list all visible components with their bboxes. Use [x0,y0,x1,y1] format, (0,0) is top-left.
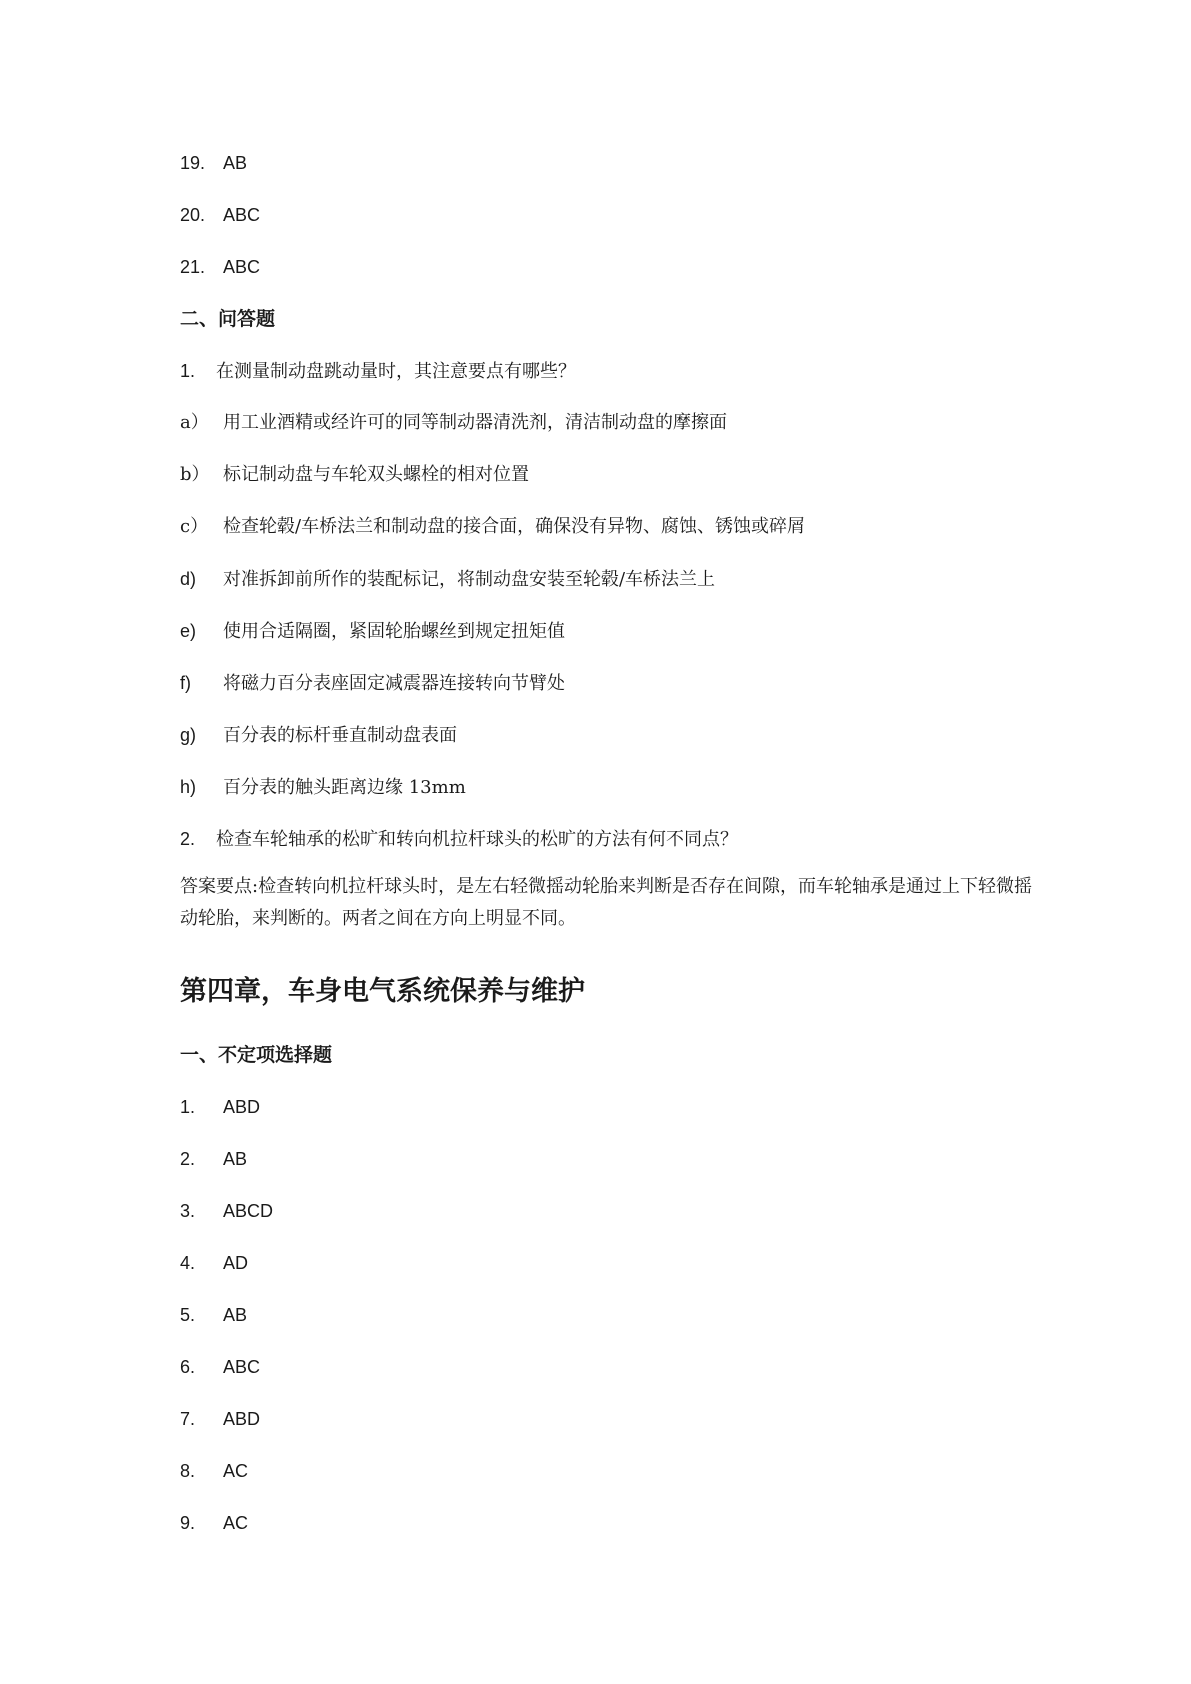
question-number: 1. [180,361,196,381]
item-answer: AB [223,153,248,173]
item-number: 7. [180,1409,196,1429]
item-number: 8. [180,1461,196,1481]
item-answer: AC [223,1513,249,1533]
item-answer: ABD [223,1409,261,1429]
list-item [180,1252,248,1275]
item-number: 2. [180,1149,196,1169]
point-label: b） [180,464,210,485]
answer-point [180,464,529,486]
point-text: 对准拆卸前所作的装配标记，将制动盘安装至轮毂/车桥法兰上 [223,569,716,590]
answer-point [180,412,727,434]
list-item [180,1148,247,1171]
answer-point [180,724,457,747]
item-answer: AB [223,1305,248,1325]
point-label: d) [180,569,197,589]
item-answer: AD [223,1253,249,1273]
point-text: 使用合适隔圈，紧固轮胎螺丝到规定扭矩值 [223,621,565,642]
item-answer: ABD [223,1097,261,1117]
list-item [180,1304,247,1327]
answer-point [180,620,565,643]
point-text: 百分表的触头距离边缘 13mm [223,777,466,798]
point-label: e) [180,621,197,641]
item-answer: AB [223,1149,248,1169]
point-text: 标记制动盘与车轮双头螺栓的相对位置 [223,464,529,485]
section-heading: 一、不定项选择题 [180,1044,333,1066]
point-label: g) [180,725,197,745]
list-item [180,1408,260,1431]
item-number: 6. [180,1357,196,1377]
list-item [180,256,260,279]
item-answer: AC [223,1461,249,1481]
list-item [180,1460,248,1483]
item-number: 21. [180,257,206,277]
item-number: 19. [180,153,206,173]
list-item [180,1096,260,1119]
item-number: 4. [180,1253,196,1273]
question [180,360,576,383]
point-text: 用工业酒精或经许可的同等制动器清洗剂，清洁制动盘的摩擦面 [223,412,727,433]
list-item [180,152,247,175]
point-text: 检查轮毂/车桥法兰和制动盘的接合面，确保没有异物、腐蚀、锈蚀或碎屑 [223,516,806,537]
answer-point [180,672,565,695]
question-text: 在测量制动盘跳动量时，其注意要点有哪些？ [216,361,576,382]
list-item [180,1356,260,1379]
item-number: 20. [180,205,206,225]
chapter-title: 第四章，车身电气系统保养与维护 [180,976,585,1007]
item-answer: ABC [223,1357,261,1377]
question [180,828,738,851]
item-number: 5. [180,1305,196,1325]
item-number: 3. [180,1201,196,1221]
item-answer: ABCD [223,1201,274,1221]
section-heading: 二、问答题 [180,308,276,330]
point-label: f) [180,673,191,693]
item-number: 9. [180,1513,196,1533]
answer-paragraph: 答案要点:检查转向机拉杆球头时，是左右轻微摇动轮胎来判断是否存在间隙，而车轮轴承是通过上下轻微摇动轮胎，来判断的。两者之间在方向上明显不同。 [180,876,1033,929]
question-number: 2. [180,829,196,849]
point-label: a） [180,412,209,433]
answer-point [180,776,466,799]
list-item [180,1512,248,1535]
point-text: 将磁力百分表座固定减震器连接转向节臂处 [223,673,565,694]
point-text: 百分表的标杆垂直制动盘表面 [223,725,457,746]
answer-point [180,568,715,591]
list-item [180,204,260,227]
point-label: h) [180,777,197,797]
question-text: 检查车轮轴承的松旷和转向机拉杆球头的松旷的方法有何不同点？ [216,829,738,850]
item-number: 1. [180,1097,196,1117]
point-label: c） [180,516,209,537]
item-answer: ABC [223,257,261,277]
list-item [180,1200,273,1223]
answer-point [180,516,805,538]
item-answer: ABC [223,205,261,225]
